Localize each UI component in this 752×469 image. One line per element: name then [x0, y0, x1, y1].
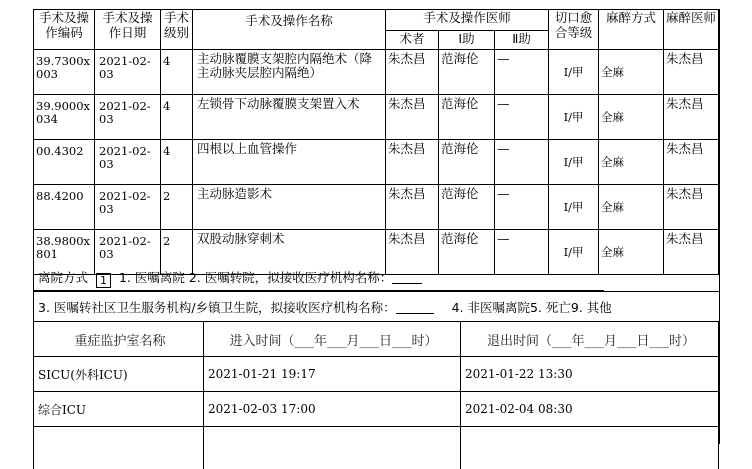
icu-header-row	[34, 322, 719, 357]
header-anesthetist: 麻醉医师	[664, 10, 719, 50]
surgery-date: 2021-02-03	[95, 50, 161, 95]
icu-in-time: 2021-01-21 19:17	[204, 357, 461, 392]
surgery-table	[33, 9, 719, 275]
header-assist1: Ⅰ助	[439, 31, 495, 50]
surgery-code: 39.7300x003	[34, 50, 95, 95]
table-row	[34, 95, 719, 140]
receiving-institution-blank	[396, 301, 434, 314]
surgeon: 朱杰昌	[386, 95, 439, 140]
header-doctors: 手术及操作医师	[386, 10, 549, 31]
surgeon: 朱杰昌	[386, 140, 439, 185]
table-row	[34, 140, 719, 185]
discharge-option-line1: 1. 医嘱离院 2. 医嘱转院，拟接收医疗机构名称：	[119, 270, 392, 285]
icu-header-out: 退出时间（___年___月___日___时）	[461, 322, 719, 357]
anesthetist: 朱杰昌	[664, 95, 719, 140]
header-name: 手术及操作名称	[193, 10, 386, 50]
header-code: 手术及操作编码	[34, 10, 95, 50]
anesthesia-method: 全麻	[599, 185, 664, 230]
surgery-code: 38.9800x801	[34, 230, 95, 275]
surgery-code: 88.4200	[34, 185, 95, 230]
icu-out-time: 2021-02-04 08:30	[461, 392, 719, 427]
assist2: —	[495, 230, 549, 275]
table-row	[34, 357, 719, 392]
surgery-name: 双股动脉穿刺术	[193, 230, 386, 275]
assist2: —	[495, 140, 549, 185]
anesthetist: 朱杰昌	[664, 50, 719, 95]
header-date: 手术及操作日期	[95, 10, 161, 50]
incision-grade: Ⅰ/甲	[549, 185, 599, 230]
anesthesia-method: 全麻	[599, 140, 664, 185]
surgery-name: 主动脉覆膜支架腔内隔绝术（降主动脉夹层腔内隔绝）	[193, 50, 386, 95]
anesthesia-method: 全麻	[599, 95, 664, 140]
icu-header-in: 进入时间（___年___月___日___时）	[204, 322, 461, 357]
incision-grade: Ⅰ/甲	[549, 95, 599, 140]
surgery-level: 4	[161, 140, 193, 185]
icu-header-room: 重症监护室名称	[34, 322, 204, 357]
table-row	[34, 50, 719, 95]
discharge-method-row-2	[34, 291, 719, 322]
surgery-code: 00.4302	[34, 140, 95, 185]
surgery-date: 2021-02-03	[95, 95, 161, 140]
icu-room: 综合ICU	[34, 392, 204, 427]
table-row	[34, 427, 719, 469]
surgeon: 朱杰昌	[386, 230, 439, 275]
header-incision: 切口愈合等级	[549, 10, 599, 50]
assist1: 范海伦	[439, 230, 495, 275]
surgery-name: 主动脉造影术	[193, 185, 386, 230]
discharge-option-line2: 3. 医嘱转社区卫生服务机构/乡镇卫生院，拟接收医疗机构名称：	[38, 300, 396, 315]
surgeon: 朱杰昌	[386, 50, 439, 95]
surgery-date: 2021-02-03	[95, 230, 161, 275]
anesthetist: 朱杰昌	[664, 230, 719, 275]
receiving-institution-blank	[392, 271, 422, 284]
surgery-name: 四根以上血管操作	[193, 140, 386, 185]
assist2: —	[495, 185, 549, 230]
assist2: —	[495, 50, 549, 95]
header-surgeon: 术者	[386, 31, 439, 50]
surgery-level: 4	[161, 95, 193, 140]
icu-table	[33, 321, 719, 469]
table-row	[34, 185, 719, 230]
anesthetist: 朱杰昌	[664, 185, 719, 230]
discharge-label: 离院方式	[38, 270, 88, 285]
icu-out-time: 2021-01-22 13:30	[461, 357, 719, 392]
surgery-level: 2	[161, 185, 193, 230]
surgery-date: 2021-02-03	[95, 185, 161, 230]
anesthesia-method: 全麻	[599, 50, 664, 95]
icu-room: SICU(外科ICU)	[34, 357, 204, 392]
discharge-option-line2b: 4. 非医嘱离院5. 死亡9. 其他	[452, 300, 612, 315]
discharge-value-box: 1	[96, 273, 111, 288]
icu-in-time: 2021-02-03 17:00	[204, 392, 461, 427]
header-assist2: Ⅱ助	[495, 31, 549, 50]
anesthetist: 朱杰昌	[664, 140, 719, 185]
surgery-code: 39.9000x034	[34, 95, 95, 140]
assist1: 范海伦	[439, 50, 495, 95]
surgery-date: 2021-02-03	[95, 140, 161, 185]
assist2: —	[495, 95, 549, 140]
assist1: 范海伦	[439, 185, 495, 230]
header-anesthesia: 麻醉方式	[599, 10, 664, 50]
header-level: 手术级别	[161, 10, 193, 50]
surgery-level: 4	[161, 50, 193, 95]
discharge-method-row	[34, 262, 719, 290]
surgery-name: 左锁骨下动脉覆膜支架置入术	[193, 95, 386, 140]
incision-grade: Ⅰ/甲	[549, 230, 599, 275]
incision-grade: Ⅰ/甲	[549, 140, 599, 185]
assist1: 范海伦	[439, 140, 495, 185]
table-row	[34, 392, 719, 427]
surgery-level: 2	[161, 230, 193, 275]
medical-record-page	[33, 9, 720, 444]
incision-grade: Ⅰ/甲	[549, 50, 599, 95]
surgeon: 朱杰昌	[386, 185, 439, 230]
anesthesia-method: 全麻	[599, 230, 664, 275]
assist1: 范海伦	[439, 95, 495, 140]
